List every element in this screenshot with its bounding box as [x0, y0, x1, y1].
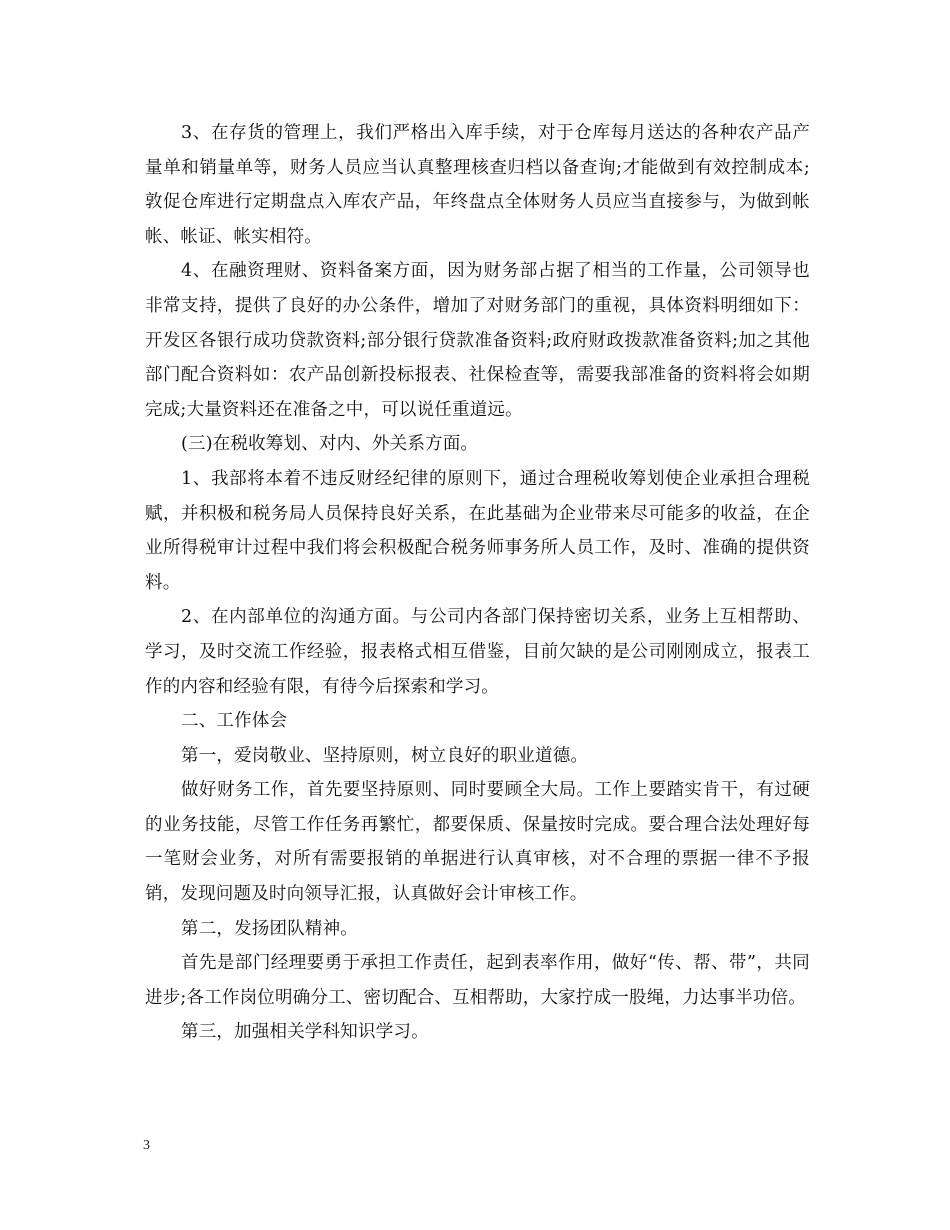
paragraph-inventory-management: 3、在存货的管理上，我们严格出入库手续，对于仓库每月送达的各种农产品产量单和销量单等，财务人员应当认真整理核查归档以备查询;才能做到有效控制成本;敦促仓库进行定期盘点入库农产品，年终盘点全体财务人员应当直接参与，为做到帐帐、帐证、帐实相符。 [145, 123, 810, 247]
subheading-second: 第二，发扬团队精神。 [181, 918, 358, 939]
paragraph-tax-planning: 1、我部将本着不违反财经纪律的原则下，通过合理税收筹划使企业承担合理税赋，并积极和税务局人员保持良好关系，在此基础为企业带来尽可能多的收益，在企业所得税审计过程中我们将会积极配合税务师事务所人员工作，及时、准确的提供资料。 [145, 468, 810, 593]
section-heading-work-experience: 二、工作体会 [181, 711, 288, 732]
paragraph-internal-communication: 2、在内部单位的沟通方面。与公司内各部门保持密切关系，业务上互相帮助、学习，及时交流工作经验，报表格式相互借鉴，目前欠缺的是公司刚刚成立，报表工作的内容和经验有限，有待今后探索和学习。 [145, 607, 810, 697]
subheading-third: 第三，加强相关学科知识学习。 [181, 1022, 429, 1043]
paragraph-financing-archiving: 4、在融资理财、资料备案方面，因为财务部占据了相当的工作量，公司领导也非常支持，提供了良好的办公条件，增加了对财务部门的重视，具体资料明细如下：开发区各银行成功贷款资料;部分银行贷款准备资料;政府财政拨款准备资料;加之其他部门配合资料如：农产品创新投标报表、社保检查等，需要我部准备的资料将会如期完成;大量资料还在准备之中，可以说任重道远。 [145, 261, 810, 420]
section-heading-tax-relations: (三)在税收筹划、对内、外关系方面。 [181, 434, 479, 455]
page-number: 3 [143, 1138, 150, 1153]
subheading-first: 第一，爱岗敬业、坚持原则，树立良好的职业道德。 [181, 745, 589, 766]
document-body [145, 116, 810, 1050]
paragraph-principles: 做好财务工作，首先要坚持原则、同时要顾全大局。工作上要踏实肯干，有过硬的业务技能，尽管工作任务再繁忙，都要保质、保量按时完成。要合理合法处理好每一笔财会业务，对所有需要报销的单据进行认真审核，对不合理的票据一律不予报销，发现问题及时向领导汇报，认真做好会计审核工作。 [145, 780, 810, 905]
paragraph-team-spirit: 首先是部门经理要勇于承担工作责任，起到表率作用，做好“传、帮、带”，共同进步;各工作岗位明确分工、密切配合、互相帮助，大家拧成一股绳，力达事半功倍。 [145, 953, 810, 1008]
